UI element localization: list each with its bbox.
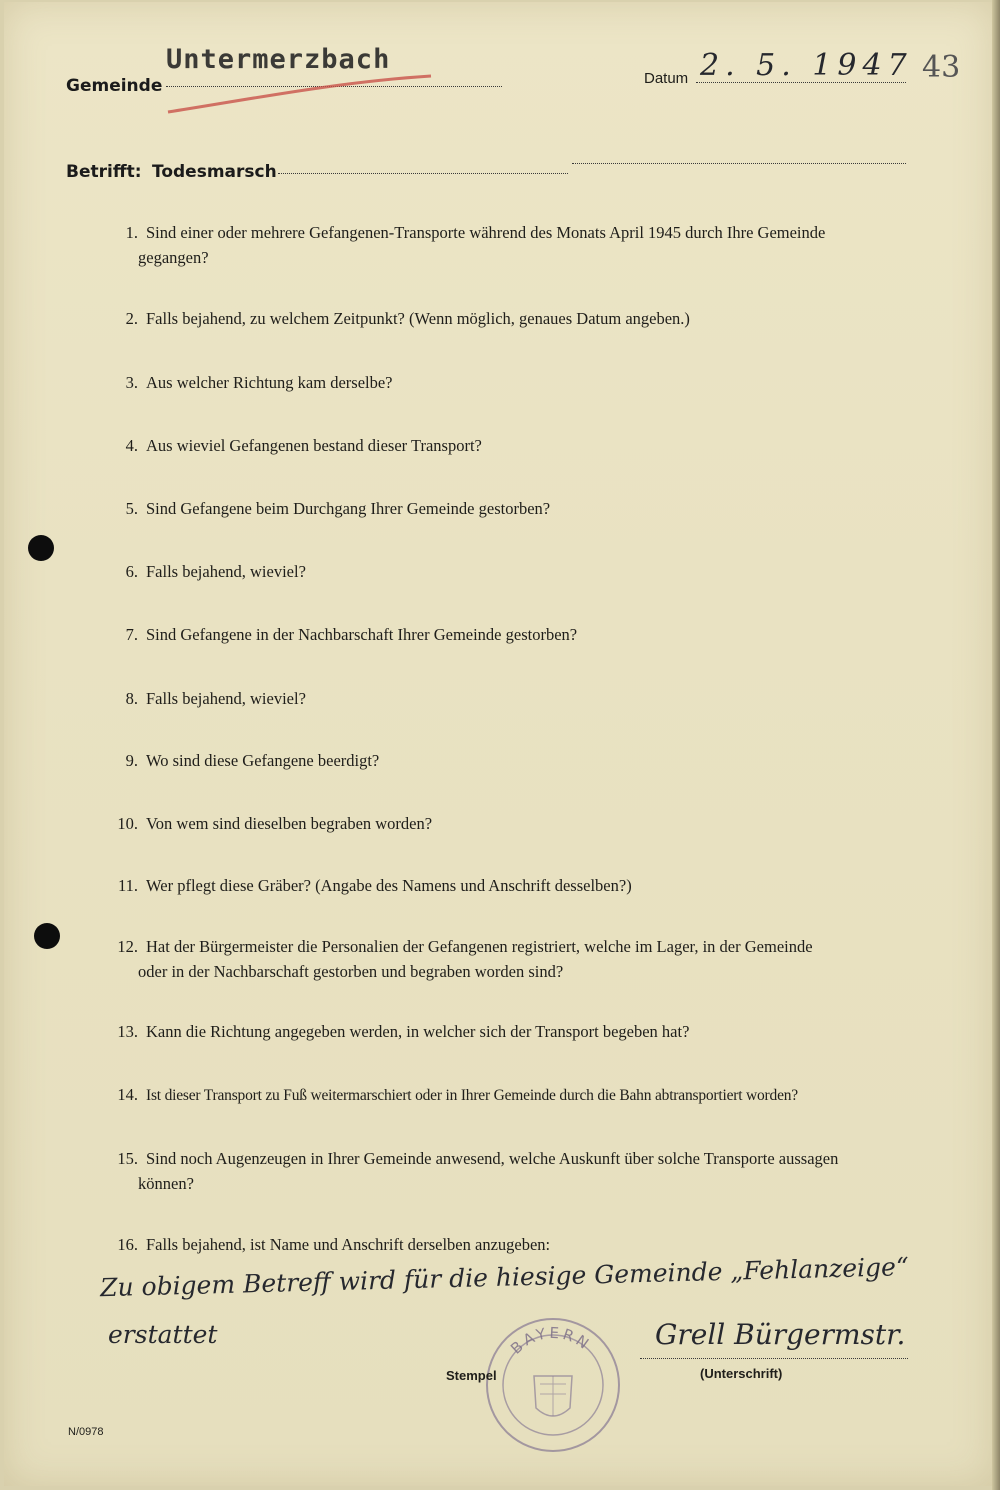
datum-label: Datum (644, 70, 689, 87)
question-number: 2. (125, 309, 138, 328)
question-10 (108, 811, 913, 836)
subject-line-1 (278, 173, 568, 174)
form-number: N/0978 (68, 1426, 104, 1438)
question-6 (108, 559, 913, 584)
question-text: Wo sind diese Gefangene beerdigt? (146, 751, 380, 770)
question-text: Ist dieser Transport zu Fuß weitermarschiert oder in Ihrer Gemeinde durch die Bahn abtransportiert worden? (146, 1087, 798, 1104)
datum-value: 2. 5. 1947 (700, 48, 913, 83)
handwritten-answer-line-1: Zu obigem Betreff wird für die hiesige Gemeinde „Fehlanzeige“ (99, 1252, 910, 1303)
question-3 (108, 370, 913, 395)
page-number: 43 (922, 50, 961, 85)
handwritten-answer-line-2: erstattet (108, 1320, 218, 1349)
question-5 (108, 496, 913, 521)
question-number: 4. (125, 436, 138, 455)
question-number: 16. (117, 1235, 138, 1254)
subject-line-2 (572, 163, 906, 164)
gemeinde-value: Untermerzbach (166, 44, 391, 75)
question-text: Falls bejahend, ist Name und Anschrift derselben anzugeben: (146, 1235, 551, 1254)
question-number: 10. (117, 814, 138, 833)
question-text: Aus welcher Richtung kam derselbe? (146, 373, 393, 392)
question-text: Falls bejahend, wieviel? (146, 689, 306, 708)
question-8 (108, 686, 913, 711)
question-4 (108, 433, 913, 458)
question-text: Falls bejahend, wieviel? (146, 562, 306, 581)
punch-hole-top (28, 535, 54, 561)
question-number: 3. (125, 373, 138, 392)
question-text-cont: können? (138, 1174, 194, 1193)
question-number: 12. (117, 937, 138, 956)
unterschrift-label: (Unterschrift) (700, 1366, 783, 1381)
question-number: 11. (117, 876, 138, 895)
question-11 (108, 873, 913, 898)
question-text: Wer pflegt diese Gräber? (Angabe des Namens und Anschrift desselben?) (146, 876, 632, 895)
question-15 (108, 1146, 913, 1196)
question-text-cont: oder in der Nachbarschaft gestorben und begraben worden sind? (138, 962, 564, 981)
question-text: Falls bejahend, zu welchem Zeitpunkt? (Wenn möglich, genaues Datum angeben.) (146, 309, 690, 328)
official-stamp (484, 1316, 622, 1454)
question-number: 13. (117, 1022, 138, 1041)
signature-line (640, 1358, 908, 1359)
question-text: Von wem sind dieselben begraben worden? (146, 814, 433, 833)
question-text: Sind Gefangene beim Durchgang Ihrer Gemeinde gestorben? (146, 499, 551, 518)
punch-hole-bottom (34, 923, 60, 949)
question-number: 9. (125, 751, 138, 770)
question-text: Hat der Bürgermeister die Personalien der Gefangenen registriert, welche im Lager, in der Gemeinde (146, 937, 813, 956)
gemeinde-label: Gemeinde (66, 76, 163, 96)
question-12 (108, 934, 913, 984)
question-number: 15. (117, 1149, 138, 1168)
signature: Grell Bürgermstr. (655, 1318, 906, 1351)
question-9 (108, 748, 913, 773)
question-text: Aus wieviel Gefangenen bestand dieser Transport? (146, 436, 482, 455)
stempel-label: Stempel (446, 1368, 497, 1383)
question-number: 7. (125, 625, 138, 644)
question-text: Sind einer oder mehrere Gefangenen-Transporte während des Monats April 1945 durch Ihre Gemeinde (146, 223, 826, 242)
question-number: 8. (125, 689, 138, 708)
question-text: Kann die Richtung angegeben werden, in welcher sich der Transport begeben hat? (146, 1022, 690, 1041)
question-14 (108, 1082, 913, 1108)
question-text: Sind noch Augenzeugen in Ihrer Gemeinde anwesend, welche Auskunft über solche Transporte aussagen (146, 1149, 839, 1168)
question-1 (108, 220, 913, 270)
red-underline-mark (166, 70, 436, 116)
question-13 (108, 1019, 913, 1044)
page-edge (992, 0, 1000, 1490)
question-text-cont: gegangen? (138, 248, 209, 267)
question-text: Sind Gefangene in der Nachbarschaft Ihrer Gemeinde gestorben? (146, 625, 578, 644)
question-number: 5. (125, 499, 138, 518)
question-16 (108, 1232, 913, 1257)
question-7 (108, 622, 913, 647)
question-number: 14. (117, 1085, 138, 1104)
subject-label: Betrifft: (66, 162, 142, 182)
stamp-text: BAYERN (507, 1323, 595, 1358)
subject-value: Todesmarsch (152, 162, 277, 182)
question-2 (108, 306, 913, 331)
question-number: 6. (125, 562, 138, 581)
question-number: 1. (125, 223, 138, 242)
